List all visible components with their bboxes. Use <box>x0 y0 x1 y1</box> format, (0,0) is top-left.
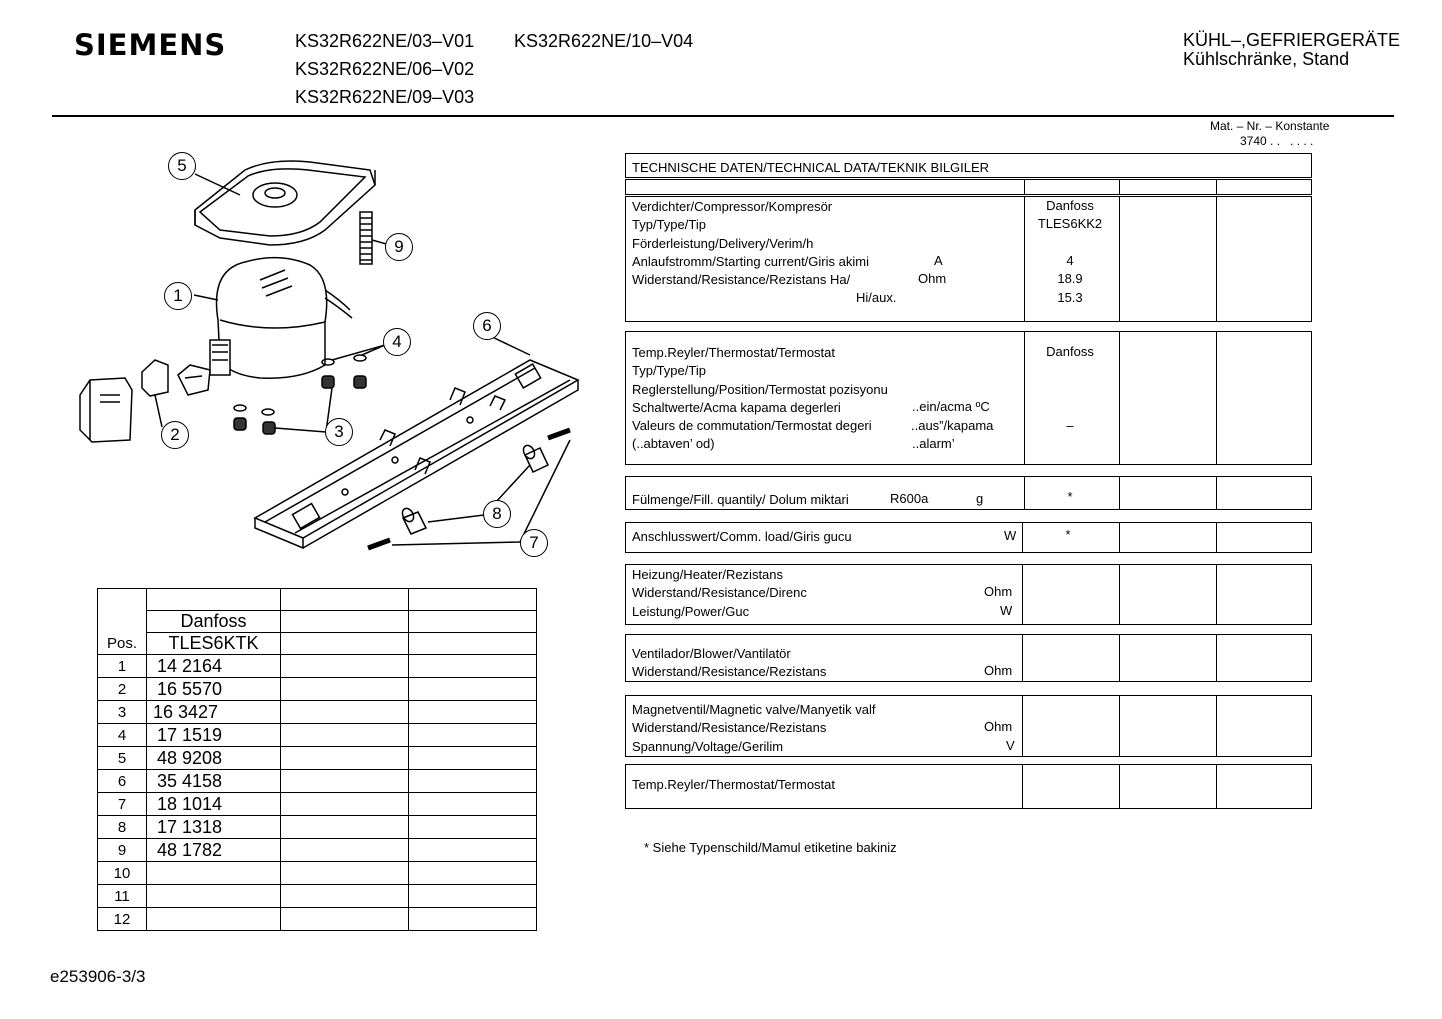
starting-current-value: 4 <box>1066 253 1074 268</box>
power-label: Leistung/Power/Guc <box>632 603 750 619</box>
footnote: * Siehe Typenschild/Mamul etiketine bakiniz <box>644 840 897 855</box>
model-number: KS32R622NE/09–V03 <box>295 87 475 107</box>
valve-label: Magnetventil/Magnetic valve/Manyetik valf <box>632 702 876 717</box>
part-number: 14 2164 <box>147 655 281 678</box>
switch-values-label: Schaltwerte/Acma kapama degerleri <box>632 399 841 415</box>
part-number: 48 1782 <box>147 839 281 862</box>
position-label: Reglerstellung/Position/Termostat pozisyonu <box>632 381 888 397</box>
table-row: 9 48 1782 <box>98 839 537 862</box>
part-number: 18 1014 <box>147 793 281 816</box>
type-label: Typ/Type/Tip <box>632 363 706 379</box>
defrost-label: (..abtaven’ od) <box>632 436 715 452</box>
part-number: 35 4158 <box>147 770 281 793</box>
load-box <box>625 522 1312 553</box>
callout-2: 2 <box>161 421 189 449</box>
resistance-label: Widerstand/Resistance/Rezistans Ha/ <box>632 272 851 288</box>
unit-alarm: ..alarm’ <box>912 436 955 451</box>
table-row: 6 35 4158 <box>98 770 537 793</box>
part-number <box>147 885 281 908</box>
unit-ohm: Ohm <box>984 663 1013 678</box>
compressor-box <box>625 196 1312 322</box>
table-row: 10 <box>98 862 537 885</box>
relay-cover-part <box>80 378 132 442</box>
parts-type: TLES6KTK <box>147 633 281 655</box>
callout-8: 8 <box>483 500 511 528</box>
parts-table <box>97 588 537 931</box>
delivery-label: Förderleistung/Delivery/Verim/h <box>632 235 814 251</box>
tech-data-title-box <box>625 153 1312 178</box>
thermostat-aus-value: – <box>1066 418 1074 433</box>
callout-9: 9 <box>385 233 413 261</box>
unit-a: A <box>934 253 943 268</box>
table-row <box>98 611 537 633</box>
part-number: 48 9208 <box>147 747 281 770</box>
blower-label: Ventilador/Blower/Vantilatör <box>632 646 791 661</box>
compressor-brand-value: Danfoss <box>1046 198 1094 213</box>
load-value: * <box>1065 527 1071 542</box>
heater-label: Heizung/Heater/Rezistans <box>632 567 784 582</box>
pos-header: Pos. <box>98 589 147 655</box>
refrigerant-label: R600a <box>890 491 929 506</box>
callout-7: 7 <box>520 529 548 557</box>
part-number: 16 3427 <box>147 701 281 724</box>
part-number <box>147 862 281 885</box>
blower-box <box>625 634 1312 682</box>
part-number: 17 1318 <box>147 816 281 839</box>
compressor-label: Verdichter/Compressor/Kompresör <box>632 199 833 214</box>
tech-data-title: TECHNISCHE DATEN/TECHNICAL DATA/TEKNIK BILGILER <box>632 160 990 175</box>
table-row: 3 16 3427 <box>98 701 537 724</box>
header-rule <box>52 115 1394 117</box>
aux-label: Hi/aux. <box>856 290 897 306</box>
table-row: 12 <box>98 908 537 931</box>
model-number: KS32R622NE/06–V02 <box>295 59 475 79</box>
table-row: 2 16 5570 <box>98 678 537 701</box>
parts-brand: Danfoss <box>147 611 281 633</box>
resistance-label: Widerstand/Resistance/Rezistans <box>632 664 827 680</box>
part-number <box>147 908 281 931</box>
resistance-aux-value: 15.3 <box>1057 290 1083 305</box>
callout-1: 1 <box>164 282 192 310</box>
callout-4: 4 <box>383 328 411 356</box>
table-row: 11 <box>98 885 537 908</box>
fill-quantity-value: * <box>1067 489 1073 504</box>
compressor-type-value: TLES6KK2 <box>1037 216 1103 231</box>
voltage-label: Spannung/Voltage/Gerilim <box>632 738 784 754</box>
type-label: Typ/Type/Tip <box>632 217 706 233</box>
model-number: KS32R622NE/10–V04 <box>514 31 694 51</box>
unit-ohm: Ohm <box>984 584 1013 599</box>
resistance-main-value: 18.9 <box>1057 271 1083 286</box>
thermostat-box <box>625 331 1312 465</box>
table-row <box>98 589 537 611</box>
unit-v: V <box>1006 738 1015 753</box>
heater-box <box>625 564 1312 625</box>
brand-logo: SIEMENS <box>74 28 227 62</box>
tech-data-spacer-row <box>625 179 1312 195</box>
thermostat-label: Temp.Reyler/Thermostat/Termostat <box>632 777 836 792</box>
callout-3: 3 <box>325 418 353 446</box>
relay-part <box>142 360 210 396</box>
unit-ohm: Ohm <box>918 271 947 286</box>
table-row <box>98 633 537 655</box>
thermostat-label: Temp.Reyler/Thermostat/Termostat <box>632 345 836 360</box>
thermostat2-box <box>625 764 1312 809</box>
fill-quantity-label: Fülmenge/Fill. quantily/ Dolum miktari <box>632 492 849 507</box>
resistance-label: Widerstand/Resistance/Direnc <box>632 585 807 601</box>
fill-quantity-box <box>625 476 1312 510</box>
thermostat-brand-value: Danfoss <box>1046 344 1094 359</box>
part-number: 16 5570 <box>147 678 281 701</box>
exploded-parts-diagram <box>70 140 590 570</box>
resistance-label: Widerstand/Resistance/Rezistans <box>632 720 827 736</box>
commutation-label: Valeurs de commutation/Termostat degeri <box>632 418 872 434</box>
mat-value: 3740 . . . . . . <box>1240 134 1314 148</box>
document-id: e253906-3/3 <box>50 967 146 986</box>
unit-ein: ..ein/acma ºC <box>912 399 990 414</box>
callout-6: 6 <box>473 312 501 340</box>
compressor-part <box>210 258 352 379</box>
unit-w: W <box>1000 603 1013 618</box>
table-row: 8 17 1318 <box>98 816 537 839</box>
table-row: 7 18 1014 <box>98 793 537 816</box>
table-row: 5 48 9208 <box>98 747 537 770</box>
model-number: KS32R622NE/03–V01 <box>295 31 475 51</box>
callout-5: 5 <box>168 152 196 180</box>
spring-part <box>360 212 372 264</box>
valve-box <box>625 695 1312 757</box>
drip-tray-part <box>195 161 375 245</box>
starting-current-label: Anlaufstromm/Starting current/Giris akimi <box>632 253 869 269</box>
category-subtitle: Kühlschränke, Stand <box>1183 49 1350 69</box>
unit-ohm: Ohm <box>984 719 1013 734</box>
category-title: KÜHL–,GEFRIERGERÄTE <box>1183 30 1401 50</box>
table-row: 1 14 2164 <box>98 655 537 678</box>
unit-w: W <box>1004 528 1017 543</box>
load-label: Anschlusswert/Comm. load/Giris gucu <box>632 529 852 544</box>
unit-g: g <box>976 491 984 506</box>
part-number: 17 1519 <box>147 724 281 747</box>
mat-label: Mat. – Nr. – Konstante <box>1210 119 1330 133</box>
unit-aus: ..aus”/kapama <box>911 418 994 433</box>
table-row: 4 17 1519 <box>98 724 537 747</box>
